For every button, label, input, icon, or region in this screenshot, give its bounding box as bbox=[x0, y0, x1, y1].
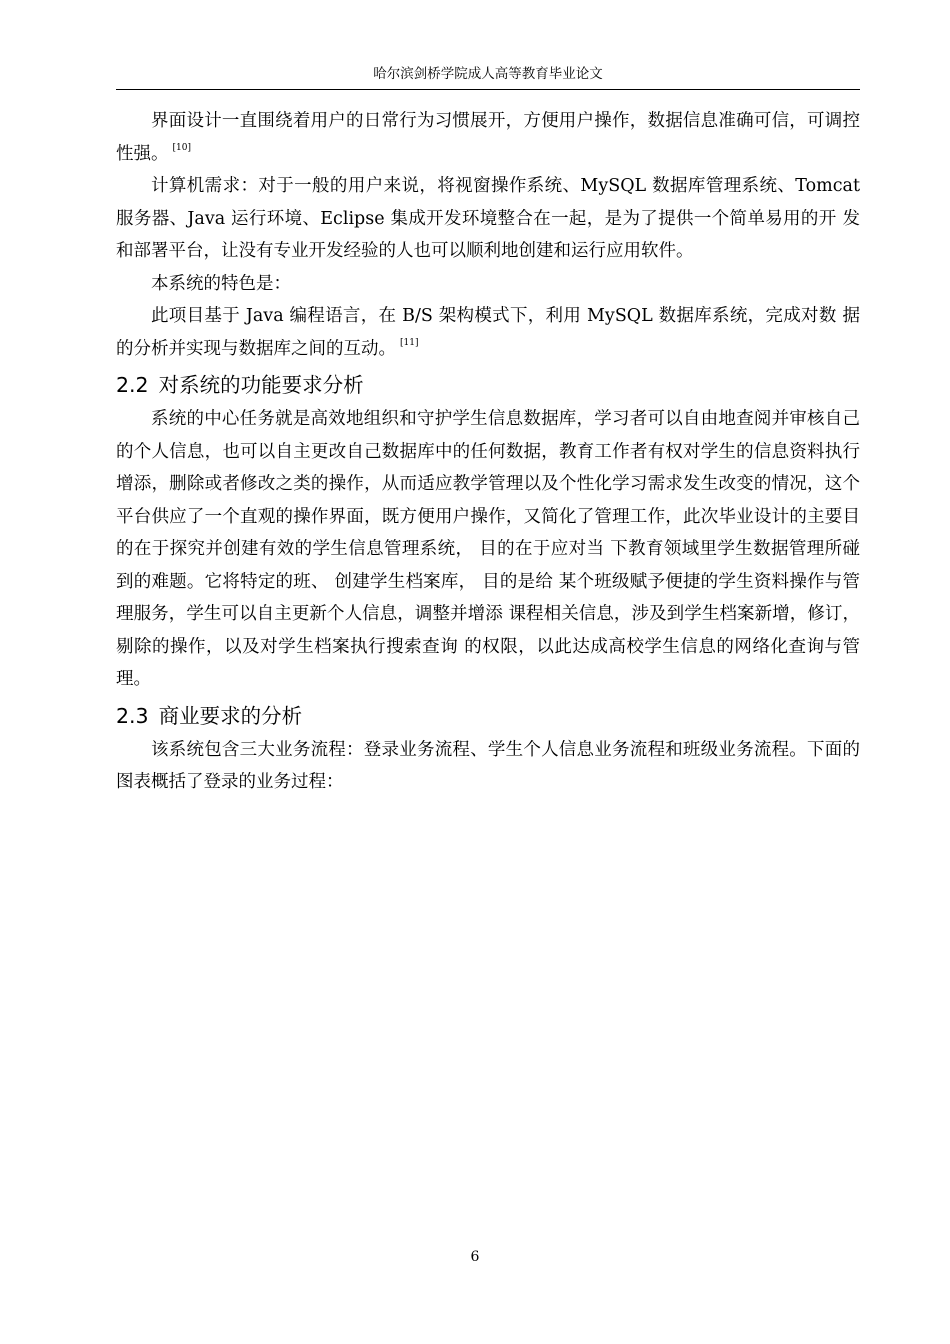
page-number: 6 bbox=[470, 1249, 480, 1265]
paragraph-business-requirements: 该系统包含三大业务流程：登录业务流程、学生个人信息业务流程和班级业务流程。下面的图表概括了登录的业务过程： bbox=[116, 739, 860, 792]
page-body bbox=[116, 105, 860, 799]
paragraph-project-basis bbox=[116, 300, 860, 365]
paragraph-system-features: 本系统的特色是： bbox=[151, 273, 291, 294]
section-title: 对系统的功能要求分析 bbox=[158, 373, 364, 397]
paragraph-computer-requirements: 计算机需求：对于一般的用户来说，将视窗操作系统、MySQL 数据库管理系统、Tomcat 服务器、Java 运行环境、Eclipse 集成开发环境整合在一起，是为了提供一个简单易用的开 发和部署平台，让没有专业开发经验的人也可以顺利地创建和运行应用软件。 bbox=[116, 176, 860, 261]
section-title: 商业要求的分析 bbox=[158, 703, 303, 728]
citation-10: [10] bbox=[172, 142, 191, 153]
citation-11: [11] bbox=[400, 337, 419, 348]
section-number: 2.3 bbox=[116, 703, 149, 728]
section-heading-2-3 bbox=[116, 700, 860, 732]
paragraph-functional-requirements: 系统的中心任务就是高效地组织和守护学生信息数据库，学习者可以自由地查阅并审核自己的个人信息，也可以自主更改自己数据库中的任何数据，教育工作者有权对学生的信息资料执行增添，删除或者修改之类的操作，从而适应教学管理以及个性化学习需求发生改变的情况，这个平台供应了一个直观的操作界面，既方便用户操作，又简化了管理工作，此次毕业设计的主要目的在于探究并创建有效的学生信息管理系统， 目的在于应对当 下教育领域里学生数据管理所碰到的难题。它将特定的班、 创建学生档案库， 目的是给 某个班级赋予便捷的学生资料操作与管理服务，学生可以自主更新个人信息，调整并增添 课程相关信息，涉及到学生档案新增，修订，剔除的操作，以及对学生档案执行搜索查询 的权限，以此达成高校学生信息的网络化查询与管理。 bbox=[116, 409, 860, 689]
page-header: 哈尔滨剑桥学院成人高等教育毕业论文 bbox=[116, 60, 860, 90]
paragraph-text: 此项目基于 Java 编程语言，在 B/S 架构模式下，利用 MySQL 数据库系统，完成对数 据的分析并实现与数据库之间的互动。 bbox=[116, 306, 860, 359]
paragraph-text: 界面设计一直围绕着用户的日常行为习惯展开，方便用户操作，数据信息准确可信，可调控性强。 bbox=[116, 111, 860, 164]
paragraph-interface-design bbox=[116, 105, 860, 170]
section-number: 2.2 bbox=[116, 373, 149, 397]
section-heading-2-2 bbox=[116, 369, 860, 401]
